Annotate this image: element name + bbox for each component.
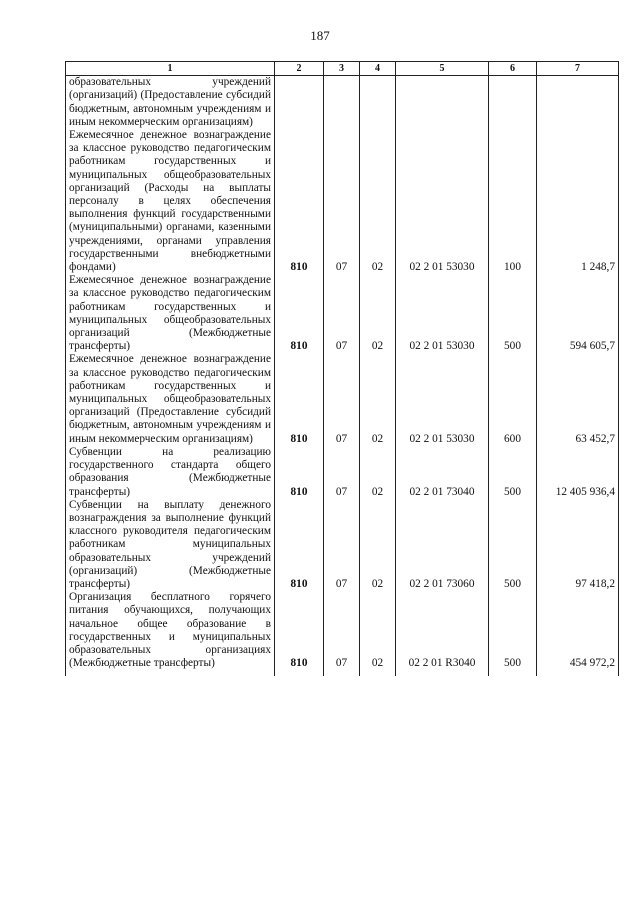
row-grbs: 810 — [275, 129, 324, 274]
row-grbs: 810 — [275, 353, 324, 445]
row-description: Ежемесячное денежное вознаграждение за классное руководство педагогическим работникам государственных и муниципальных общеобразовательных организаций (Межбюджетные трансферты) — [66, 274, 275, 353]
row-podrazdel: 02 — [360, 591, 396, 670]
row-description: Ежемесячное денежное вознаграждение за классное руководство педагогическим работникам государственных и муниципальных общеобразовательных организаций (Предоставление субсидий бюджетным, автономным учреждениям и иным некоммерческим организациям) — [66, 353, 275, 445]
row-csr: 02 2 01 73060 — [396, 499, 489, 591]
row-amount: 63 452,7 — [537, 353, 619, 445]
row-amount — [537, 76, 619, 129]
row-podrazdel: 02 — [360, 129, 396, 274]
spacer-cell — [360, 670, 396, 676]
spacer-cell — [324, 670, 360, 676]
table-row — [66, 446, 619, 499]
column-header: 4 — [360, 62, 396, 76]
row-razdel: 07 — [324, 129, 360, 274]
row-podrazdel: 02 — [360, 446, 396, 499]
row-vr: 100 — [489, 129, 537, 274]
row-amount: 97 418,2 — [537, 499, 619, 591]
row-csr: 02 2 01 53030 — [396, 129, 489, 274]
column-header: 3 — [324, 62, 360, 76]
row-vr: 500 — [489, 591, 537, 670]
row-csr: 02 2 01 53030 — [396, 274, 489, 353]
row-razdel: 07 — [324, 274, 360, 353]
column-header: 7 — [537, 62, 619, 76]
table-bottom-spacer — [66, 670, 619, 676]
row-csr: 02 2 01 53030 — [396, 353, 489, 445]
row-vr: 500 — [489, 446, 537, 499]
row-description: Субвенции на выплату денежного вознаграждения за выполнение функций классного руководителя педагогическим работникам муниципальных образовательных учреждений (организаций) (Межбюджетные трансферты) — [66, 499, 275, 591]
row-vr: 500 — [489, 274, 537, 353]
column-header: 2 — [275, 62, 324, 76]
row-csr: 02 2 01 R3040 — [396, 591, 489, 670]
spacer-cell — [489, 670, 537, 676]
row-amount: 12 405 936,4 — [537, 446, 619, 499]
table-header-row — [66, 62, 619, 76]
spacer-cell — [66, 670, 275, 676]
row-podrazdel: 02 — [360, 274, 396, 353]
row-razdel: 07 — [324, 353, 360, 445]
row-vr: 500 — [489, 499, 537, 591]
row-description: Организация бесплатного горячего питания обучающихся, получающих начальное общее образование в государственных и муниципальных образовательных организациях (Межбюджетные трансферты) — [66, 591, 275, 670]
row-vr — [489, 76, 537, 129]
table-row — [66, 129, 619, 274]
row-amount: 594 605,7 — [537, 274, 619, 353]
row-podrazdel: 02 — [360, 499, 396, 591]
row-razdel — [324, 76, 360, 129]
table-row — [66, 591, 619, 670]
spacer-cell — [537, 670, 619, 676]
column-header: 1 — [66, 62, 275, 76]
row-razdel: 07 — [324, 446, 360, 499]
table-row — [66, 76, 619, 129]
budget-table — [65, 61, 619, 676]
column-header: 5 — [396, 62, 489, 76]
row-podrazdel: 02 — [360, 353, 396, 445]
row-grbs — [275, 76, 324, 129]
column-header: 6 — [489, 62, 537, 76]
row-grbs: 810 — [275, 274, 324, 353]
row-grbs: 810 — [275, 446, 324, 499]
row-grbs: 810 — [275, 591, 324, 670]
row-description: Субвенции на реализацию государственного стандарта общего образования (Межбюджетные трансферты) — [66, 446, 275, 499]
page-number: 187 — [310, 28, 330, 43]
row-vr: 600 — [489, 353, 537, 445]
row-razdel: 07 — [324, 591, 360, 670]
table-row — [66, 499, 619, 591]
spacer-cell — [275, 670, 324, 676]
row-amount: 1 248,7 — [537, 129, 619, 274]
row-grbs: 810 — [275, 499, 324, 591]
row-description: Ежемесячное денежное вознаграждение за классное руководство педагогическим работникам государственных и муниципальных общеобразовательных организаций (Расходы на выплаты персоналу в целях обеспечения выполнения функций государственными (муниципальными) органами, казенными учреждениями, органами управления государственными внебюджетными фондами) — [66, 129, 275, 274]
row-amount: 454 972,2 — [537, 591, 619, 670]
row-csr: 02 2 01 73040 — [396, 446, 489, 499]
row-razdel: 07 — [324, 499, 360, 591]
row-podrazdel — [360, 76, 396, 129]
row-csr — [396, 76, 489, 129]
row-description: образовательных учреждений (организаций) (Предоставление субсидий бюджетным, автономным учреждениям и иным некоммерческим организациям) — [66, 76, 275, 129]
table-row — [66, 353, 619, 445]
table-row — [66, 274, 619, 353]
spacer-cell — [396, 670, 489, 676]
